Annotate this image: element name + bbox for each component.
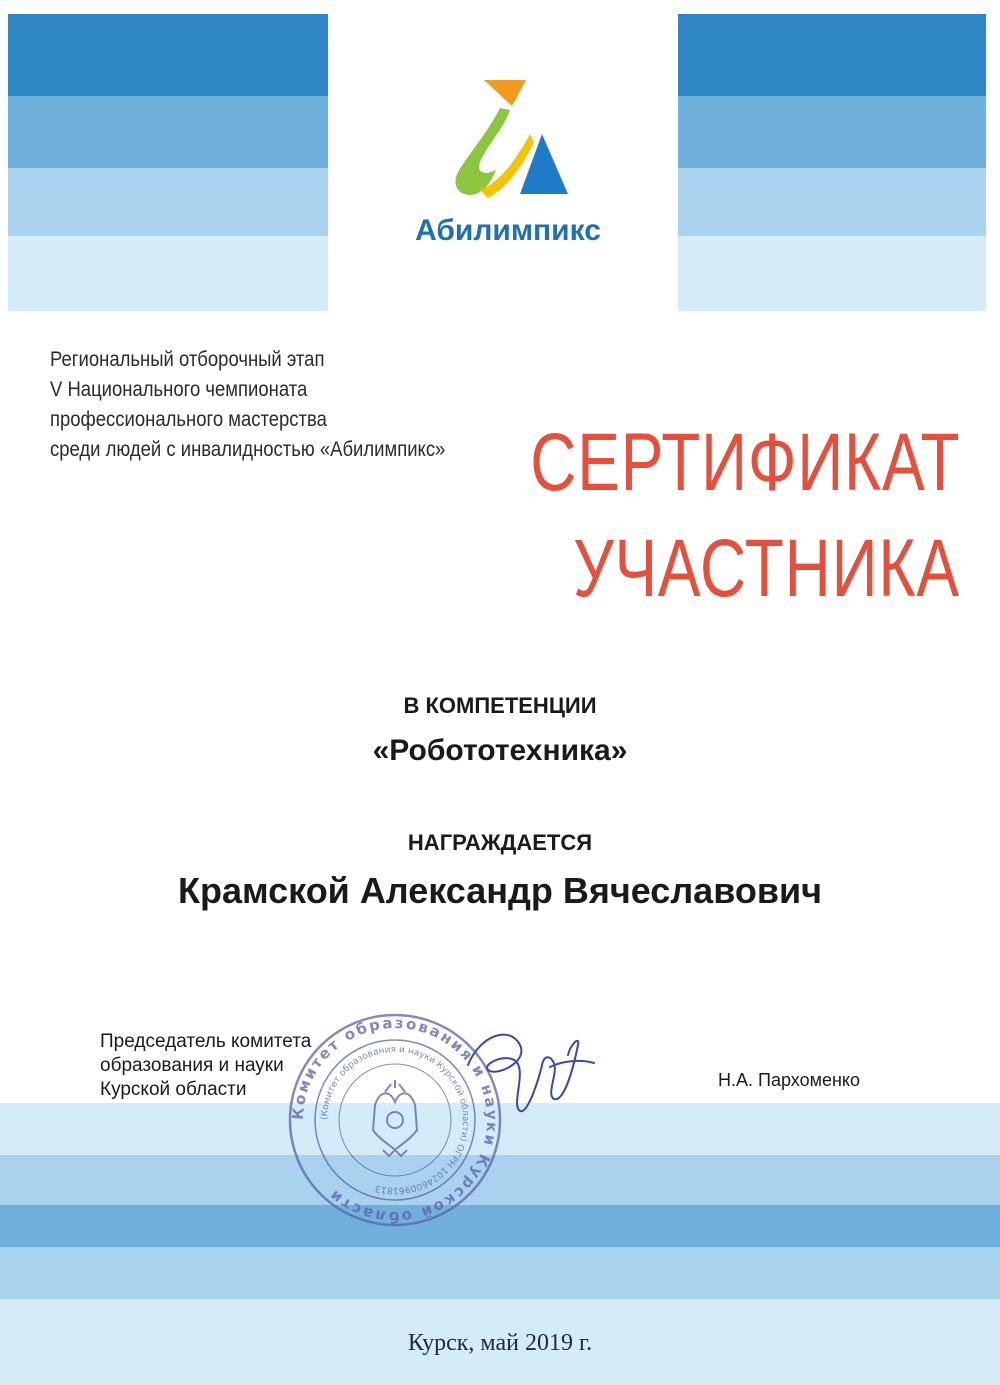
- position-line: образования и науки: [100, 1055, 284, 1076]
- event-line: Региональный отборочный этап: [50, 348, 325, 371]
- stripe-mid: [678, 96, 986, 168]
- stamp-outer-text: Комитет образования и науки Курской области: [288, 1013, 502, 1227]
- awarded-label: НАГРАЖДАЕТСЯ: [407, 830, 593, 855]
- stripe-dark: [678, 14, 986, 96]
- competence-name: «Робототехника»: [372, 734, 628, 767]
- place-and-date: Курск, май 2019 г.: [407, 1330, 593, 1356]
- certificate-title: СЕРТИФИКАТ: [529, 417, 960, 508]
- stamp-inner-text: (Комитет образования и науки Курской области) ОГРН 1024600961813: [319, 1044, 471, 1196]
- event-line: профессионального мастерства: [50, 408, 327, 431]
- top-right-stripes: [678, 14, 986, 311]
- stripe-light: [0, 1247, 1000, 1299]
- event-description: [50, 345, 464, 465]
- stripe-dark: [8, 14, 328, 96]
- stripe-mid: [8, 96, 328, 168]
- certificate-subtitle: УЧАСТНИКА: [573, 523, 960, 614]
- handwritten-signature: [450, 1015, 600, 1125]
- stripe-pale: [8, 236, 328, 311]
- signatory-position: [100, 1030, 311, 1102]
- stripe-pale: [678, 236, 986, 311]
- position-line: Курской области: [100, 1079, 247, 1100]
- brand-name: Абилимпикс: [415, 214, 601, 247]
- stripe-light: [678, 168, 986, 236]
- event-line: среди людей с инвалидностью «Абилимпикс»: [50, 438, 446, 461]
- signatory-name: Н.А. Пархоменко: [718, 1070, 860, 1090]
- top-left-stripes: [8, 14, 328, 311]
- stripe-light: [8, 168, 328, 236]
- event-line: V Национального чемпионата: [50, 378, 308, 401]
- coat-of-arms-icon: [373, 1080, 417, 1156]
- svg-text:(Комитет образования и науки К: [320, 1045, 470, 1195]
- position-line: Председатель комитета: [100, 1031, 312, 1052]
- competence-label: В КОМПЕТЕНЦИИ: [403, 693, 597, 718]
- recipient-name: Крамской Александр Вячеславович: [177, 870, 823, 911]
